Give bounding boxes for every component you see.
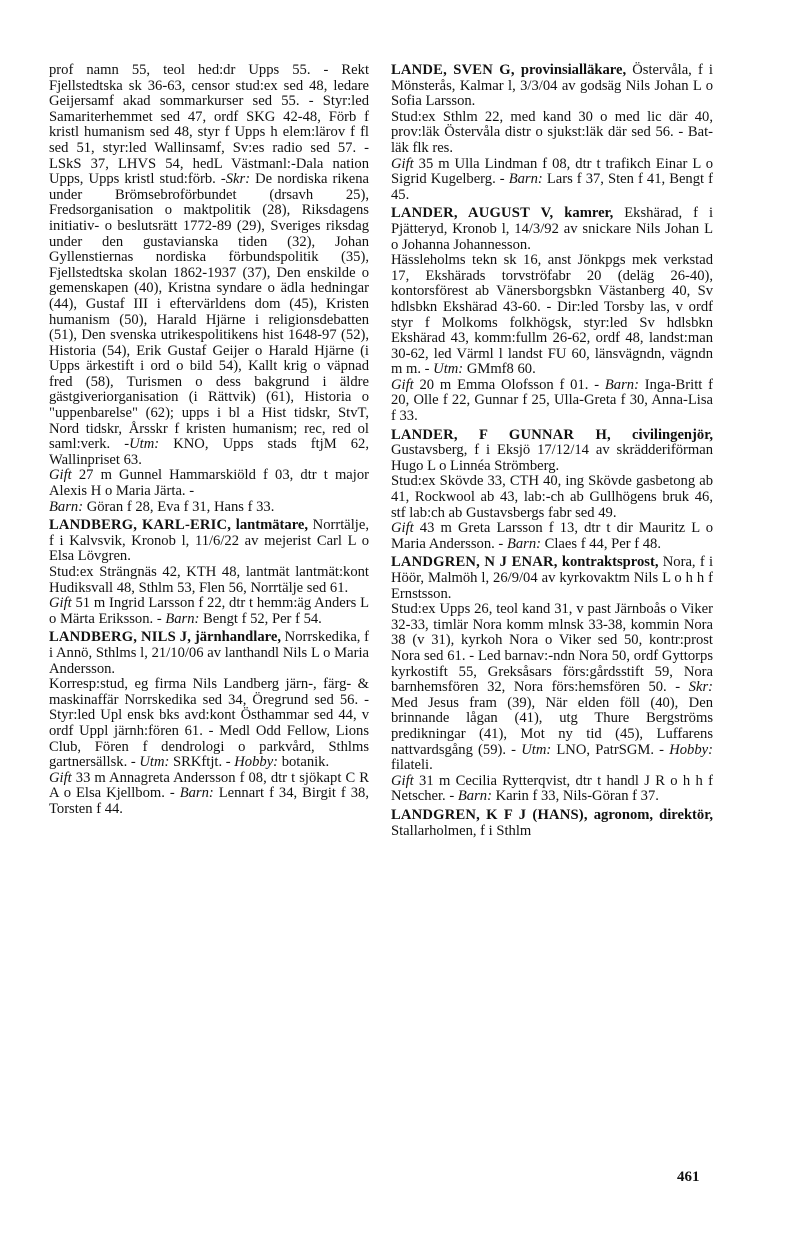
continuation-career: prof namn 55, teol hed:dr Upps 55. - Rekt Fjellstedtska sk 36-63, censor stud:ex sed 48, ledare Geijersamf akad sommarkurser sed 55. - Styr:led Samariterhemmet sed 47, ordf SKG 42-48, Förb f kristl humanism sed 48, styr f Upps h elem:lärov f fl sed 51, styr:led Wallinsamf, Sv:es radio sed 57. - LSkS 37, LHVS 54, hedL Västmanl:-Dala nation Upps, Upps kristl stud:förb. -Skr: De nordiska rikena under Brömsebroförbundet (drsavh 25), Fredsorganisation o maktpolitik (28), Riksdagens initiativ- o beslutsrätt 1772-89 (29), Sveriges riksdag under den gustavianska tiden (32), Johan Gyllenstiernas nordiska förbundspolitik (35), Fjellstedtska skolan 1862-1937 (37), Den enskilde o gemenskapen (40), Kristna syndare o ädla hedningar (44), Gustaf III i eftervärldens dom (45), Kristen humanism (50), Harald Hjärne i religionsdebatten (51), Den svenska utrikespolitikens hist 1648-97 (52), Historia (54), Erik Gustaf Geijer o Harald Hjärne (i Upps ärkestift i ord o bild 54), Kallt krig o väpnad fred (58), Turismen o dess bakgrund i äldre gästgiveriorganisation (i Rättvik) (61), Historia o "uppenbarelse" (62); upps i bl a Hist tidskr, StvT, Nord tidskr, Årsskr f kristen humanism; rec, red ol saml:verk. -Utm: KNO, Upps stads ftjM 62, Wallinpriset 63.	[49, 62, 369, 468]
entry-name: LANDER, AUGUST V,	[391, 205, 554, 222]
entry-career: Korresp:stud, eg firma Nils Landberg järn-, färg- & maskinaffär Norrskedika sed 34, Öregrund sed 56. - Styr:led Upl ensk bks avd:kont Östhammar sed 44, v ordf Uppl järnh:fören 61. - Medl Odd Fellow, Lions Club, Fören f dendrologi o parkvård, Sthlms gartnersällsk. - Utm: SRKftjt. - Hobby: botanik.	[49, 676, 369, 771]
entry-title: civilingenjör,	[632, 426, 713, 443]
entry-career: Stud:ex Strängnäs 42, KTH 48, lantmät lantmät:kont Hudiksvall 48, Sthlm 53, Flen 56, Norrtälje sed 61.	[49, 564, 369, 596]
gift-line: Gift 33 m Annagreta Andersson f 08, dtr t sjökapt C R A o Elsa Kjellbom. - Barn: Lennart f 34, Birgit f 38, Torsten f 44.	[49, 769, 369, 817]
entry-name: LANDER, F GUNNAR H,	[391, 426, 611, 443]
entry-landberg-nils	[49, 630, 369, 817]
entry-continuation	[49, 63, 369, 515]
skr-label: Skr:	[225, 171, 251, 188]
entry-heading	[391, 206, 713, 253]
utm-label: Utm:	[129, 436, 160, 453]
entry-career: Stud:ex Sthlm 22, med kand 30 o med lic där 40, prov:läk Östervåla distr o sjukst:läk där sed 56. - Bat-läk flk res.	[391, 108, 713, 156]
entry-name: LANDGREN, N J ENAR,	[391, 554, 558, 571]
entry-heading	[391, 428, 713, 475]
entry-heading	[391, 555, 713, 602]
entry-career: Stud:ex Upps 26, teol kand 31, v past Järnboås o Viker 32-33, timlär Nora komm mlnsk 33-38, kommin Nora 38 (v 31), kyrkoh Nora o Viker sed 50, kontr:prost Nora sed 61. - Led barnav:-ndn Nora 50, ordf Gyttorps kyrkostift 55, Greksåsars förs:gårdsstift 59, Nora barnhemsfören 32, Nora förs:hemsfören 50. - Skr: Med Jesus fram (39), När elden föll (40), Den brinnande lågan (41), utg Thure Bergströms predikningar (41), Mot ny tid (45), Luffarens nattvardsgång (59). - Utm: LNO, PatrSGM. - Hobby: filateli.	[391, 601, 713, 774]
gift-line: Gift 35 m Ulla Lindman f 08, dtr t trafikch Einar L o Sigrid Kugelberg. - Barn: Lars f 37, Sten f 41, Bengt f 45.	[391, 155, 713, 203]
entry-intro: Norrskedika, f i Annö, Sthlms l, 21/10/06 av lanthandl Nils L o Maria Andersson.	[49, 629, 369, 677]
entry-lande-sven	[391, 63, 713, 203]
entry-heading	[391, 63, 713, 110]
entry-heading	[49, 518, 369, 565]
entry-intro: Gustavsberg, f i Eksjö 17/12/14 av skrädderiförman Hugo L o Linnéa Strömberg.	[391, 442, 713, 474]
entry-title: agronom, direktör,	[593, 806, 713, 823]
right-column	[391, 63, 713, 842]
gift-line: Gift 31 m Cecilia Rytterqvist, dtr t handl J R o h h f Netscher. - Barn: Karin f 33, Nils-Göran f 37.	[391, 772, 713, 805]
gift-line: Gift 27 m Gunnel Hammarskiöld f 03, dtr t major Alexis H o Maria Järta. -	[49, 467, 369, 500]
entry-intro: Ekshärad, f i Pjätteryd, Kronob l, 14/3/92 av snickare Nils Johan L o Johanna Johannesson.	[391, 205, 713, 253]
entry-intro: Norrtälje, f i Kalvsvik, Kronob l, 11/6/22 av mejerist Carl L o Elsa Lövgren.	[49, 517, 369, 565]
entry-name: LANDE, SVEN G,	[391, 62, 515, 78]
entry-title: kontraktsprost,	[561, 554, 659, 571]
entry-heading	[391, 808, 713, 839]
entry-landgren-enar	[391, 555, 713, 805]
entry-career: Hässleholms tekn sk 16, anst Jönkpgs mek verkstad 17, Ekshärads torvströfabr 20 (deläg 26-40), kontorsförest ab Vänersborgsbkn Västanberg 40, Sv hdlsbkn Ekshärad 43-60. - Dir:led Torsby las, v ordf styr f Molkoms folkhögsk, styr:led Sv hdlsbkn Ekshärad 43, komm:fullm 26-62, ordf 48, landst:man 30-62, led Värml l landst FU 60, länsvägndn, vägndn m m. - Utm: GMmf8 60.	[391, 252, 713, 378]
gift-line: Gift 51 m Ingrid Larsson f 22, dtr t hemm:äg Anders L o Märta Eriksson. - Barn: Bengt f 52, Per f 54.	[49, 595, 369, 627]
entry-title: provinsialläkare,	[520, 62, 627, 78]
left-column	[49, 63, 369, 821]
gift-line: Gift 43 m Greta Larsson f 13, dtr t dir Mauritz L o Maria Andersson. - Barn: Claes f 44, Per f 48.	[391, 520, 713, 552]
entry-name: LANDBERG, KARL-ERIC,	[49, 517, 232, 534]
entry-intro: Stallarholmen, f i Sthlm	[391, 822, 532, 839]
entry-name: LANDBERG, NILS J,	[49, 629, 192, 646]
gift-line: Gift 20 m Emma Olofsson f 01. - Barn: Inga-Britt f 20, Olle f 22, Gunnar f 25, Ulla-Greta f 30, Anna-Lisa f 33.	[391, 376, 713, 425]
entry-landgren-hans	[391, 808, 713, 839]
entry-name: LANDGREN, K F J (HANS),	[391, 806, 588, 823]
barn-line: Barn: Göran f 28, Eva f 31, Hans f 33.	[49, 498, 275, 515]
entry-career: Stud:ex Skövde 33, CTH 40, ing Skövde gasbetong ab 41, Rockwool ab 43, lab:-ch ab Gullhögens bruk 46, stf lab:ch ab Gustavsbergs fabr sed 49.	[391, 473, 713, 521]
entry-title: kamrer,	[564, 205, 614, 222]
entry-title: järnhandlare,	[194, 629, 281, 646]
entry-lander-august	[391, 206, 713, 424]
entry-title: lantmätare,	[235, 517, 309, 534]
entry-intro: Östervåla, f i Mönsterås, Kalmar l, 3/3/04 av godsäg Nils Johan L o Sofia Larsson.	[391, 62, 713, 110]
entry-intro: Nora, f i Höör, Malmöh l, 26/9/04 av kyrkovaktm Nils L o h h f Ernstsson.	[391, 554, 713, 602]
entry-lander-gunnar	[391, 428, 713, 553]
entry-heading	[49, 630, 369, 677]
entry-landberg-karl-eric	[49, 518, 369, 627]
page-number: 461	[677, 1169, 700, 1185]
